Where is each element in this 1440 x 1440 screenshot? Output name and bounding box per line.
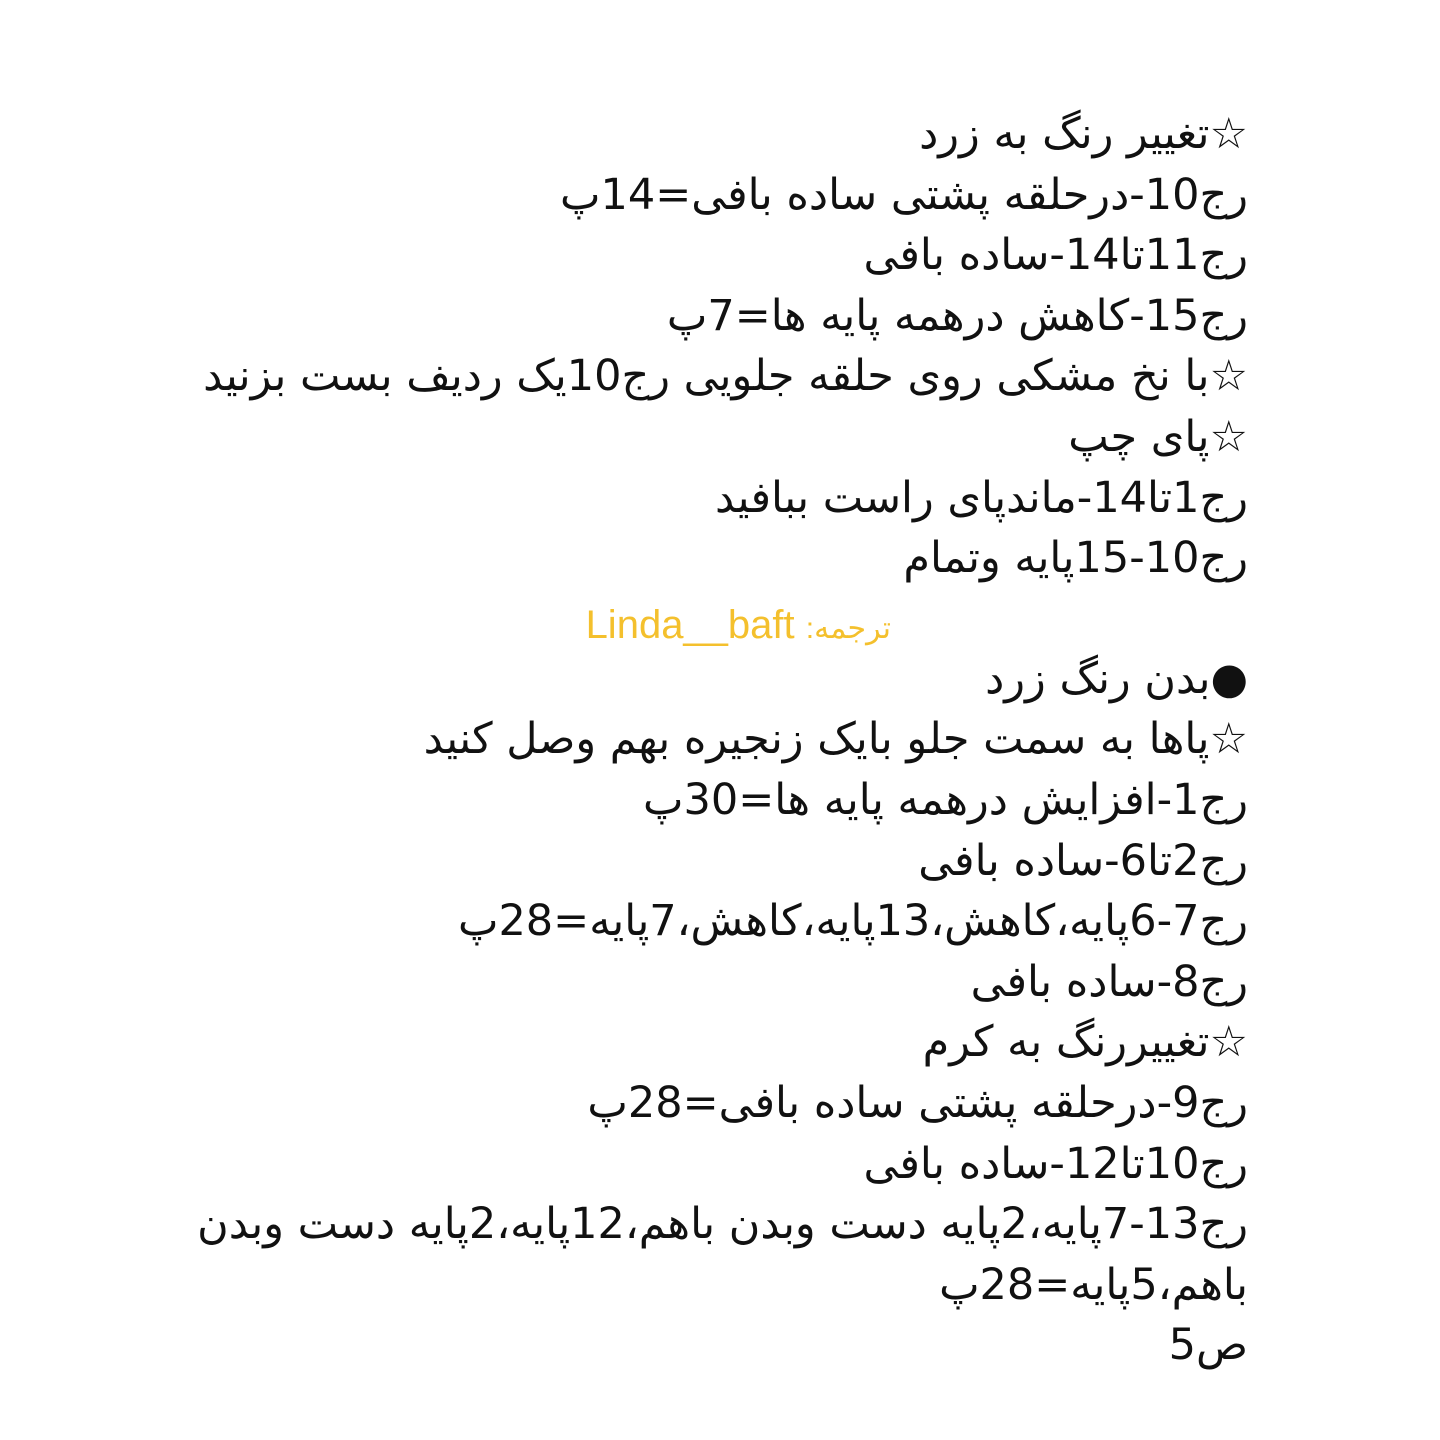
- text-line: رج10-درحلقه پشتی ساده بافی=14پ: [560, 169, 1248, 220]
- text-line: رج1تا14-ماندپای راست ببافید: [714, 472, 1248, 523]
- translator-credit: [128, 595, 1248, 655]
- text-line: ☆با نخ مشکی روی حلقه جلویی رج10یک ردیف بست بزنید: [203, 351, 1248, 402]
- text-line: رج15-کاهش درهمه پایه ها=7پ: [666, 290, 1248, 341]
- pattern-document: [128, 104, 1248, 1376]
- text-line: رج1-افزایش درهمه پایه ها=30پ: [643, 774, 1248, 825]
- text-line: رج8-ساده بافی: [970, 956, 1248, 1007]
- credit-handle: Linda__baft: [585, 602, 795, 647]
- credit-label: ترجمه:: [805, 611, 891, 645]
- page-number: ص5: [1168, 1320, 1248, 1371]
- text-line: رج11تا14-ساده بافی: [863, 230, 1248, 281]
- text-line: ☆تغییررنگ به کرم: [922, 1017, 1248, 1068]
- text-line: ☆پاها به سمت جلو بایک زنجیره بهم وصل کنید: [423, 714, 1248, 765]
- text-line: رج13-7پایه،2پایه دست وبدن باهم،12پایه،2پایه دست وبدن: [197, 1199, 1248, 1250]
- text-line: ☆پای چپ: [1068, 411, 1248, 462]
- text-line: رج10-15پایه وتمام: [903, 533, 1248, 584]
- text-line: ☆تغییر رنگ به زرد: [919, 109, 1248, 159]
- text-line: رج2تا6-ساده بافی: [918, 835, 1248, 886]
- text-line: ●بدن رنگ زرد: [985, 653, 1248, 704]
- text-line: باهم،5پایه=28پ: [939, 1259, 1248, 1310]
- text-line: رج9-درحلقه پشتی ساده بافی=28پ: [587, 1077, 1248, 1128]
- credit-watermark: [586, 595, 891, 659]
- text-line: رج7-6پایه،کاهش،13پایه،کاهش،7پایه=28پ: [457, 896, 1248, 947]
- text-line: رج10تا12-ساده بافی: [863, 1138, 1248, 1189]
